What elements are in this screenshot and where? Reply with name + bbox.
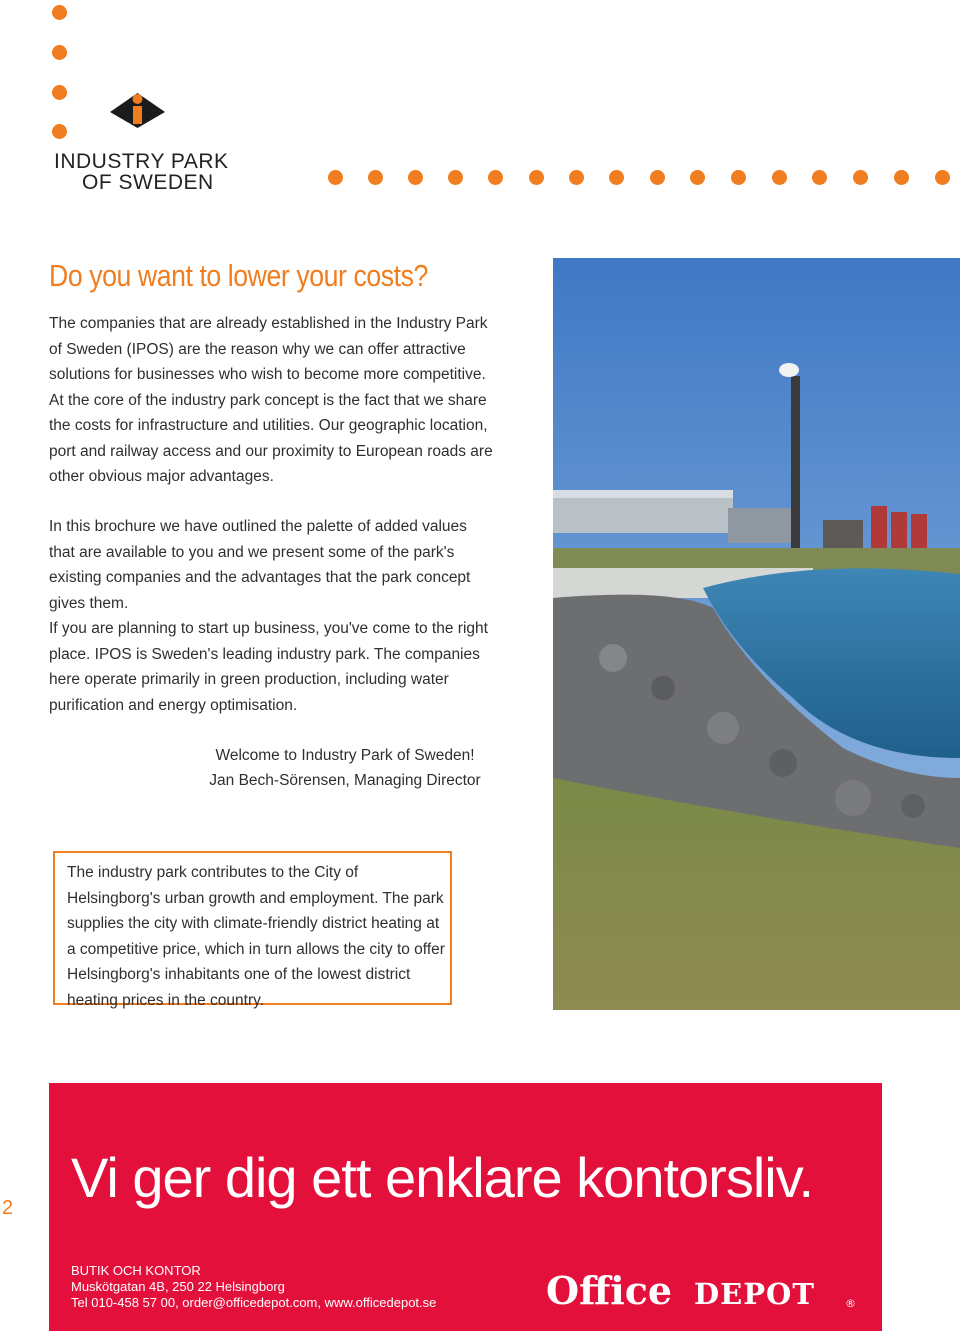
decor-dot xyxy=(328,170,343,185)
logo-word-depot: DEPOT xyxy=(694,1277,815,1311)
ad-store-label: BUTIK OCH KONTOR xyxy=(71,1263,201,1278)
decor-dot xyxy=(52,5,67,20)
signature-line: Jan Bech-Sörensen, Managing Director xyxy=(209,772,481,789)
ad-contact: Tel 010-458 57 00, order@officedepot.com, www.officedepot.se xyxy=(71,1295,437,1310)
callout-box xyxy=(53,851,452,1009)
logo-word-office: Office xyxy=(546,1269,673,1313)
decor-dot xyxy=(52,45,67,60)
welcome-line: Welcome to Industry Park of Sweden! xyxy=(215,747,475,764)
decor-dot xyxy=(690,170,705,185)
decor-dot xyxy=(731,170,746,185)
decor-dot xyxy=(408,170,423,185)
ad-headline: Vi ger dig ett enklare kontorsliv. xyxy=(71,1146,814,1209)
decor-dot xyxy=(52,124,67,139)
logo-text-line1: INDUSTRY PARK xyxy=(54,150,229,173)
body-paragraph-2: In this brochure we have outlined the palette of added values that are available to you and we present some of the park's existing companies and the advantages that the park concept gives them. xyxy=(49,518,471,612)
decor-dot xyxy=(609,170,624,185)
decor-dot xyxy=(52,85,67,100)
ad-address: Muskötgatan 4B, 250 22 Helsingborg xyxy=(71,1279,285,1294)
decor-dot xyxy=(894,170,909,185)
ad-contact-block xyxy=(71,1263,436,1311)
decor-dot xyxy=(448,170,463,185)
logo-registered-mark: ® xyxy=(845,1297,856,1310)
callout-text: The industry park contributes to the City of Helsingborg's urban growth and employment. The park supplies the city with climate-friendly district heating at a competitive price, which in turn allows the city to offer Helsingborg's inhabitants one of the lowest district heating prices in the country. xyxy=(67,864,445,1009)
decor-dot xyxy=(488,170,503,185)
decor-dot xyxy=(529,170,544,185)
body-paragraph-1: The companies that are already established in the Industry Park of Sweden (IPOS) are the reason why we can offer attractive solutions for businesses who wish to become more competitive. At the core of the industry park concept is the fact that we share the costs for infrastructure and utilities. Our geographic location, port and railway access and our proximity to European roads are other obvious major advantages. xyxy=(49,315,493,485)
decor-dot xyxy=(772,170,787,185)
decor-dot xyxy=(935,170,950,185)
decor-dot xyxy=(650,170,665,185)
body-paragraph-3: If you are planning to start up business, you've come to the right place. IPOS is Sweden's leading industry park. The companies here operate primarily in green production, including water purification and energy optimisation. xyxy=(49,620,488,714)
decor-dot xyxy=(853,170,868,185)
office-depot-ad xyxy=(49,1083,882,1331)
industry-park-logo xyxy=(110,84,220,154)
decor-dot xyxy=(368,170,383,185)
logo-text-line2: OF SWEDEN xyxy=(82,171,214,194)
harbour-photo xyxy=(553,258,960,1010)
office-depot-logo xyxy=(546,1269,861,1313)
i-letter-logo-icon xyxy=(110,93,165,128)
decor-dot xyxy=(812,170,827,185)
page-number: 2 xyxy=(2,1197,14,1219)
article-headline: Do you want to lower your costs? xyxy=(49,258,428,293)
decor-dot xyxy=(569,170,584,185)
